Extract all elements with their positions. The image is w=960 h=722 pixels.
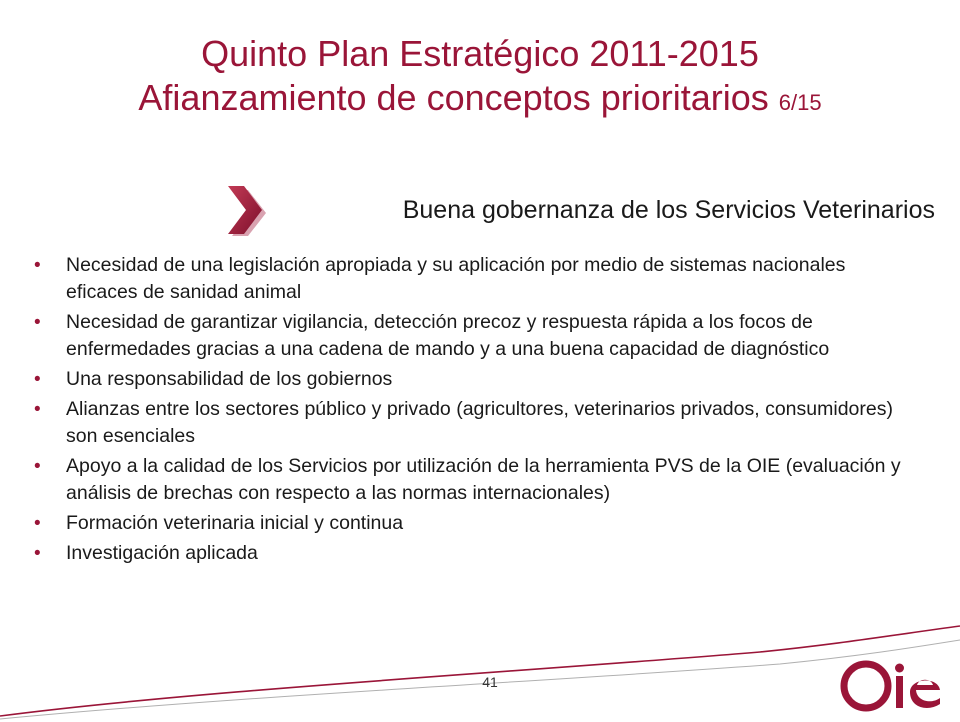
bullet-list [34, 252, 914, 570]
title-line-1: Quinto Plan Estratégico 2011-2015 [201, 33, 759, 74]
list-item [34, 252, 914, 306]
slide-title [0, 32, 960, 125]
list-item [34, 540, 914, 567]
bullet-dot: • [34, 399, 41, 420]
slide-counter: 6/15 [778, 90, 822, 115]
section-subtitle: Buena gobernanza de los Servicios Veterinarios [402, 196, 935, 224]
bullet-text: Apoyo a la calidad de los Servicios por utilización de la herramienta PVS de la OIE (evaluación y análisis de brechas con respecto a las normas internacionales) [66, 455, 901, 504]
chevron-right-icon [224, 186, 266, 236]
bullet-dot: • [34, 543, 41, 564]
list-item [34, 396, 914, 450]
bullet-text: Alianzas entre los sectores público y privado (agricultores, veterinarios privados, consumidores) son esenciales [66, 398, 893, 447]
list-item [34, 453, 914, 507]
bullet-text: Necesidad de garantizar vigilancia, detección precoz y respuesta rápida a los focos de enfermedades gracias a una cadena de mando y a una buena capacidad de diagnóstico [66, 311, 830, 360]
bullet-dot: • [34, 255, 41, 276]
title-line-2: Afianzamiento de conceptos prioritarios [138, 77, 769, 118]
bullet-text: Formación veterinaria inicial y continua [66, 512, 404, 534]
list-item [34, 309, 914, 363]
bullet-text: Investigación aplicada [66, 542, 258, 564]
bullet-text: Una responsabilidad de los gobiernos [66, 368, 393, 390]
page-number: 41 [482, 674, 498, 690]
list-item [34, 366, 914, 393]
bullet-dot: • [34, 513, 41, 534]
bullet-dot: • [34, 456, 41, 477]
bullet-dot: • [34, 312, 41, 333]
bullet-text: Necesidad de una legislación apropiada y su aplicación por medio de sistemas nacionales eficaces de sanidad animal [66, 254, 846, 303]
bullet-dot: • [34, 369, 41, 390]
list-item [34, 510, 914, 537]
footer-swoosh [0, 612, 960, 722]
oie-logo [840, 650, 950, 712]
